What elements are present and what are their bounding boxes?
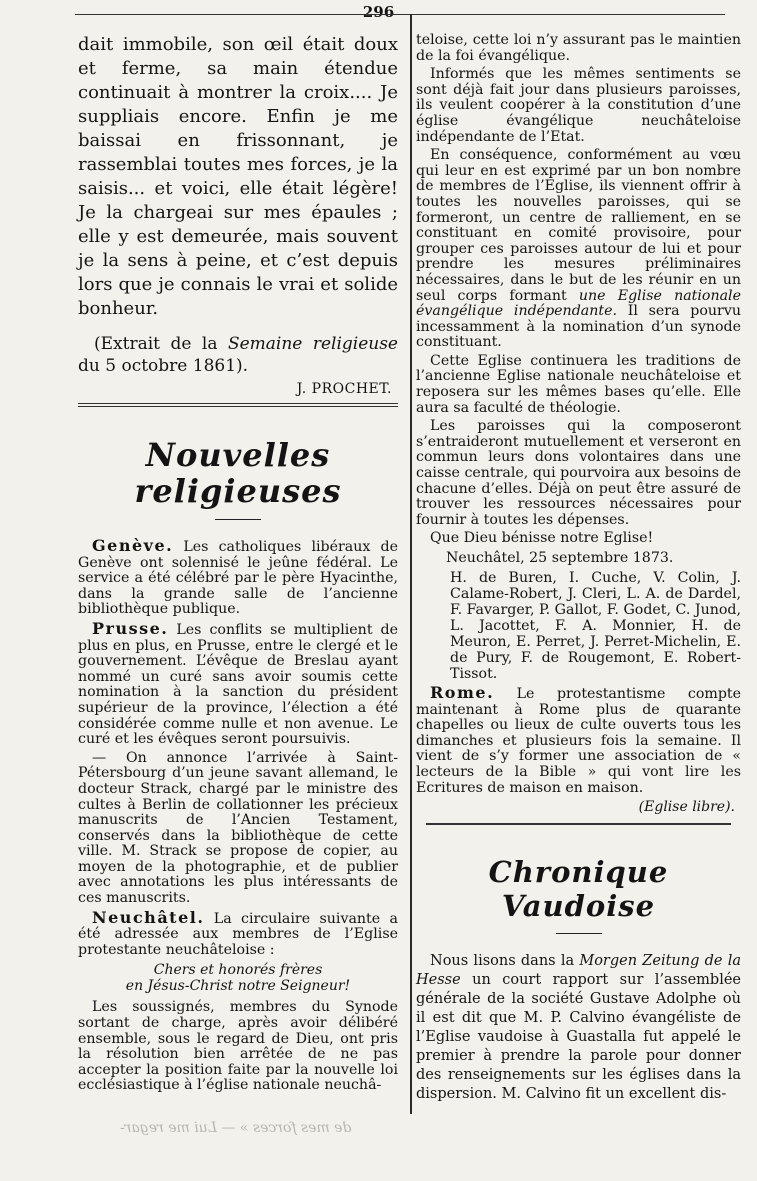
prusse-text: Les conflits se multiplient de plus en plus, en Prusse, entre le clergé et le gouvernement. L’évêque de Breslau ayant nommé un curé sans avoir soumis cette nomination à la sanction du président supérieur de la province, l’élection a été considérée comme nulle et non avenue. Le curé et les évêques seront poursuivis.	[78, 621, 398, 748]
vaud-title-dash	[556, 933, 602, 934]
rome-source: (Eglise libre).	[638, 799, 735, 816]
salutation-line-2: en Jésus-Christ notre Seigneur!	[125, 978, 351, 995]
consequence-suffix: Il sera pourvu incessamment à la nomination d’un synode constituant.	[416, 303, 741, 351]
place-neuchatel: Neuchâtel.	[92, 907, 205, 927]
lead-paragraph: dait immobile, son œil était doux et ferme, sa main étendue continuait à montrer la croix.... Je suppliais encore. Enfin je me baissai en frissonnant, je rassemblai toutes mes forces, je la saisis... et voici, elle était légère! Je la chargeai sur mes épaules ; elle y est demeurée, mais souvent je la sens à peine, et c’est depuis lors que je connais le vrai et solide bonheur.	[78, 34, 398, 319]
consequence-prefix: En conséquence, conformément au vœu qui leur en est exprimé par un bon nombre de membres de l’Eglise, ils viennent offrir à toutes les nouvelles paroisses, qui se formeront, un centre de ralliement, en se constituant en comité provisoire, pour grouper ces paroisses autour de lui et pour prendre les mesures préliminaires nécessaires, dans le but de les réunir en un seul corps formant	[416, 147, 741, 304]
geneve-text: Les catholiques libéraux de Genève ont solennisé le jeûne fédéral. Le service a été célébré par le père Hyacinthe, dans la grande salle de l’ancienne bibliothèque publique.	[78, 539, 398, 618]
news-petersbourg: — On annonce l’arrivée à Saint-Pétersbourg d’un jeune savant allemand, le docteur Strack, chargé par le ministre des cultes à Berlin de collationner les précieux manuscrits de l’Ancien Testament, conservés dans la bibliothèque de cette ville. M. Strack se propose de copier, au moyen de la photographie, et de publier avec annotations les plus intéressants de ces manuscrits.	[78, 749, 398, 907]
paroisses-paragraph: Les paroisses qui la composeront s’entraideront mutuellement et verseront en commun leurs dons volontaires dans une caisse centrale, qui pourvoira aux besoins de chacune d’elles. Déjà on peut être assuré de trouver les ressources nécessaires pour fournir à toutes les dépenses.	[416, 418, 741, 528]
continuation-text: teloise, cette loi n’y assurant pas le maintien de la foi évangélique.	[416, 32, 741, 64]
benisse-line: Que Dieu bénisse notre Eglise!	[430, 530, 654, 547]
date-line: Neuchâtel, 25 septembre 1873.	[446, 550, 674, 566]
page-number: 296	[362, 3, 395, 21]
neuchatel-text: La circulaire suivante a été adressée aux membres de l’Eglise protestante neuchâteloise :	[78, 910, 398, 958]
news-prusse	[78, 618, 398, 748]
vaud-text: un court rapport sur l’assemblée générale de la société Gustave Adolphe où il est dit que M. P. Calvino évangéliste de l’Eglise vaudoise à Guastalla fut appelé le premier à prendre la parole pour donner des renseignements sur les églises dans la dispersion. M. Calvino fit un excellent dis-	[416, 972, 741, 1103]
signatories-list: H. de Buren, I. Cuche, V. Colin, J. Calame-Robert, J. Cleri, L. A. de Dardel, F. Favarger, P. Gallot, F. Godet, C. Junod, L. Jacottet, F. A. Monnier, H. de Meuron, E. Perret, J. Perret-Michelin, E. de Pury, F. de Rougemont, E. Robert-Tissot.	[450, 570, 741, 682]
news-neuchatel	[78, 907, 398, 959]
section-title: Nouvelles religieuses	[134, 436, 342, 510]
place-prusse: Prusse.	[92, 618, 169, 638]
source-title: Semaine religieuse	[227, 334, 398, 354]
news-geneve	[78, 538, 398, 618]
vaud-paragraph	[416, 952, 741, 1104]
section-divider	[78, 403, 398, 407]
salutation	[78, 962, 398, 994]
rome-text: Le protestantisme compte maintenant à Rome plus de quarante chapelles ou lieux de culte ouverts tous les dimanches et plusieurs fois la semaine. Il vient de s’y former une association de « lecteurs de la Bible » qui vont lire les Ecritures de maison en maison.	[416, 686, 741, 796]
place-geneve: Genève.	[92, 536, 174, 555]
header-rule	[75, 14, 725, 15]
source-citation	[78, 333, 398, 377]
consequence-paragraph	[416, 148, 741, 351]
consequence-italic: une Eglise nationale évangélique indépendante.	[416, 287, 741, 320]
news-rome	[416, 685, 741, 796]
source-suffix: du 5 octobre 1861).	[78, 356, 249, 376]
informes-paragraph: Informés que les mêmes sentiments se sont déjà fait jour dans plusieurs paroisses, ils veulent coopérer à la constitution d’une église évangélique neuchâteloise indépendante de l’Etat.	[416, 66, 741, 145]
place-rome: Rome.	[430, 683, 495, 702]
section-divider-right	[426, 823, 731, 825]
author-signature: J. PROCHET.	[296, 381, 392, 397]
vaud-prefix: Nous lisons dans la	[430, 953, 580, 970]
vaud-paper-name: Morgen Zeitung de la Hesse	[416, 953, 741, 989]
left-column	[78, 33, 398, 1097]
right-column	[416, 33, 741, 1104]
continuera-paragraph: Cette Eglise continuera les traditions de l’ancienne Eglise nationale neuchâteloise et reposera sur les mêmes bases qu’elle. Elle aura sa faculté de théologie.	[416, 352, 741, 416]
news-soussignes: Les soussignés, membres du Synode sortant de charge, après avoir délibéré ensemble, sous le regard de Dieu, ont pris la résolution bien arrêtée de ne pas accepter la position faite par la nouvelle loi ecclésiastique à l’église nationale neuchâ-	[78, 999, 398, 1094]
salutation-line-1: Chers et honorés frères	[153, 962, 323, 979]
column-divider	[410, 14, 412, 1114]
source-prefix: (Extrait de la	[94, 334, 228, 354]
vaud-section-title: Chronique Vaudoise	[488, 855, 669, 924]
bleed-through-text: de mes forces » — Lui me regar-	[120, 1120, 352, 1136]
title-dash	[215, 519, 261, 520]
